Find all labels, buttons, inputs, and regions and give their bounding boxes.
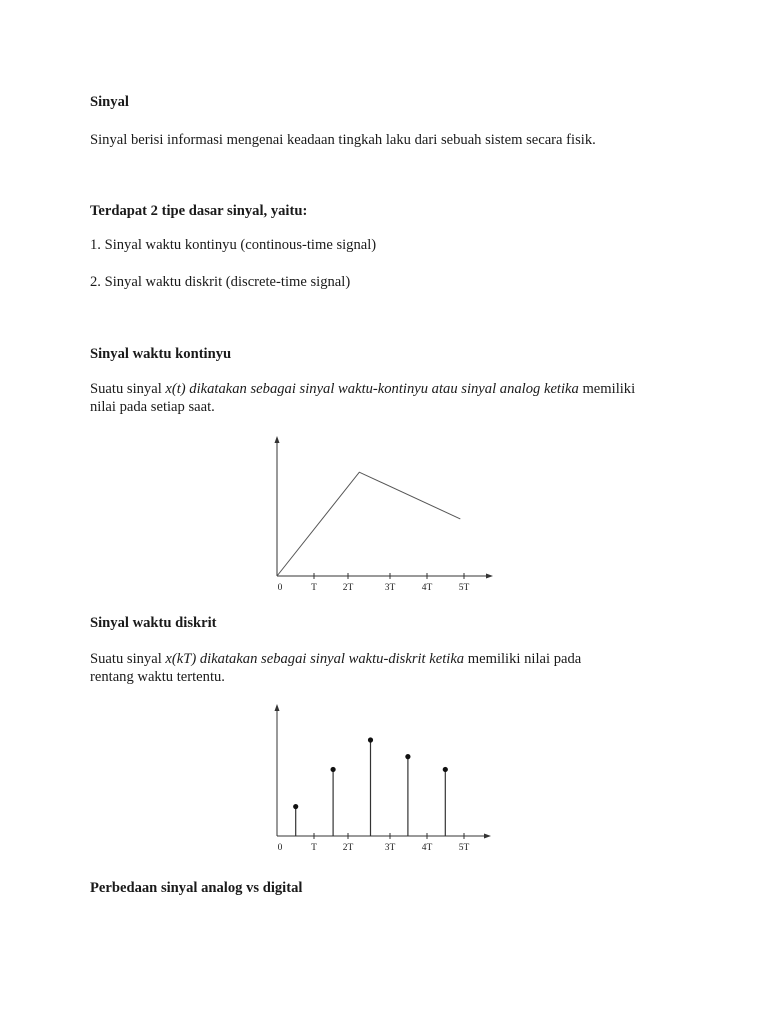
continuous-tick-label: 4T bbox=[421, 583, 433, 593]
discrete-y-axis-arrow bbox=[275, 704, 280, 711]
continuous-text-c: memiliki bbox=[578, 381, 636, 397]
discrete-sample-point bbox=[443, 767, 448, 772]
discrete-sample-point bbox=[293, 804, 298, 809]
continuous-tick-label: T bbox=[311, 583, 317, 593]
discrete-x-axis-arrow bbox=[484, 834, 491, 839]
continuous-heading: Sinyal waktu kontinyu bbox=[90, 346, 232, 362]
intro-paragraph: Sinyal berisi informasi mengenai keadaan tingkah laku dari sebuah sistem secara fisik. bbox=[90, 132, 596, 148]
heading-sinyal: Sinyal bbox=[90, 94, 129, 110]
discrete-text-c: memiliki nilai pada bbox=[464, 651, 582, 667]
type-item-1: 1. Sinyal waktu kontinyu (continous-time signal) bbox=[90, 237, 377, 253]
continuous-tick-label: 3T bbox=[384, 583, 396, 593]
comparison-heading: Perbedaan sinyal analog vs digital bbox=[90, 880, 303, 896]
types-heading: Terdapat 2 tipe dasar sinyal, yaitu: bbox=[90, 203, 308, 219]
discrete-tick-label: 2T bbox=[342, 843, 354, 853]
continuous-tick-label: 5T bbox=[458, 583, 470, 593]
discrete-tick-label: T bbox=[311, 843, 317, 853]
discrete-tick-label: 3T bbox=[384, 843, 396, 853]
continuous-tick-label: 2T bbox=[342, 583, 354, 593]
discrete-tick-label: 5T bbox=[458, 843, 470, 853]
discrete-tick-label: 0 bbox=[277, 843, 283, 853]
continuous-paragraph-line-2: nilai pada setiap saat. bbox=[90, 399, 215, 415]
discrete-sample-point bbox=[331, 767, 336, 772]
discrete-axes bbox=[275, 704, 492, 839]
discrete-text-a: Suatu sinyal bbox=[90, 651, 166, 667]
discrete-stems bbox=[293, 737, 448, 836]
discrete-text-italic: x(kT) dikatakan sebagai sinyal waktu-diskrit ketika bbox=[165, 651, 465, 667]
discrete-sample-point bbox=[405, 754, 410, 759]
continuous-text-a: Suatu sinyal bbox=[90, 381, 166, 397]
type-item-2: 2. Sinyal waktu diskrit (discrete-time signal) bbox=[90, 274, 351, 290]
continuous-text-italic: x(t) dikatakan sebagai sinyal waktu-kontinyu atau sinyal analog ketika bbox=[165, 381, 579, 397]
discrete-paragraph-line-2: rentang waktu tertentu. bbox=[90, 669, 225, 685]
discrete-heading: Sinyal waktu diskrit bbox=[90, 615, 217, 631]
discrete-tick-label: 4T bbox=[421, 843, 433, 853]
discrete-sample-point bbox=[368, 737, 373, 742]
continuous-tick-label: 0 bbox=[277, 583, 283, 593]
